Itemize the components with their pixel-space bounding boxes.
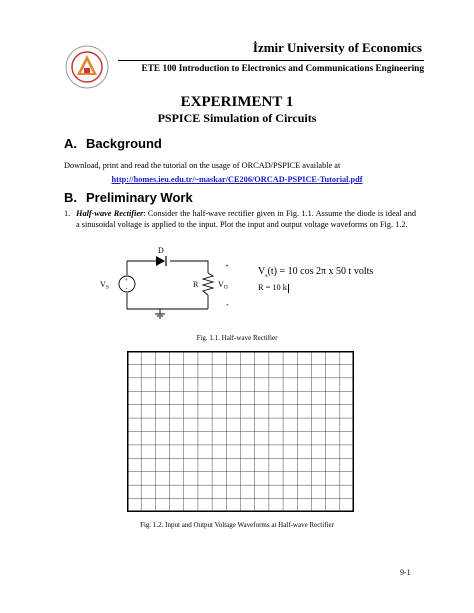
university-name: İzmir University of Economics — [252, 40, 422, 55]
waveform-grid — [127, 351, 354, 512]
course-title: ETE 100 Introduction to Electronics and Communications Engineering — [141, 64, 424, 74]
output-plus: + — [225, 262, 229, 270]
tutorial-link[interactable]: http://homes.ieu.edu.tr/~maskar/CE206/ORCAD-PSPICE-Tutorial.pdf — [111, 175, 363, 184]
figure-2-caption: Fig. 1.2. Input and Output Voltage Waveforms at Half-wave Rectifier — [140, 521, 334, 529]
item-lead: Half-wave Rectifier — [76, 209, 144, 218]
section-letter: B. — [64, 190, 77, 205]
background-text: Download, print and read the tutorial on the usage of ORCAD/PSPICE available at — [64, 161, 341, 170]
section-title: Background — [86, 136, 162, 151]
resistance-value — [258, 283, 289, 293]
section-title: Preliminary Work — [86, 190, 193, 205]
page-number: 9-1 — [400, 568, 411, 577]
diode-symbol — [156, 256, 165, 266]
output-label — [218, 280, 228, 291]
output-label-sub: O — [223, 284, 228, 291]
formula-sub: s — [265, 273, 268, 279]
source-label — [100, 280, 109, 291]
section-preliminary-heading — [64, 190, 193, 205]
item-half-wave — [64, 208, 416, 230]
university-logo — [64, 44, 110, 90]
source-label-sub: S — [105, 284, 109, 291]
half-wave-rectifier-circuit — [100, 243, 250, 323]
source-plus: + — [124, 278, 128, 284]
formula-lhs: V — [258, 266, 266, 277]
header-rule — [118, 60, 424, 61]
source-minus: - — [125, 286, 128, 292]
item-text: : Consider the half-wave rectifier given in Fig. 1.1. Assume the diode is ideal and a sinusoidal voltage is applied to the input. Plot the input and output voltage waveforms on Fig. 1.2. — [76, 209, 416, 229]
diode-label: D — [158, 246, 164, 255]
output-label-main: V — [218, 280, 224, 289]
item-number: 1. — [64, 209, 71, 218]
output-minus: - — [226, 300, 229, 309]
experiment-subtitle: PSPICE Simulation of Circuits — [157, 111, 317, 125]
source-formula — [258, 266, 373, 279]
figure-1-caption: Fig. 1.1. Half-wave Rectifier — [196, 334, 278, 342]
formula-rhs: (t) = 10 cos 2π x 50 t volts — [267, 266, 374, 277]
experiment-title: EXPERIMENT 1 — [180, 94, 294, 110]
section-background-heading — [64, 136, 162, 151]
resistance-text: R = 10 k — [258, 283, 287, 292]
source-label-main: V — [100, 280, 106, 289]
resistor-label: R — [193, 280, 199, 289]
section-letter: A. — [64, 136, 77, 151]
